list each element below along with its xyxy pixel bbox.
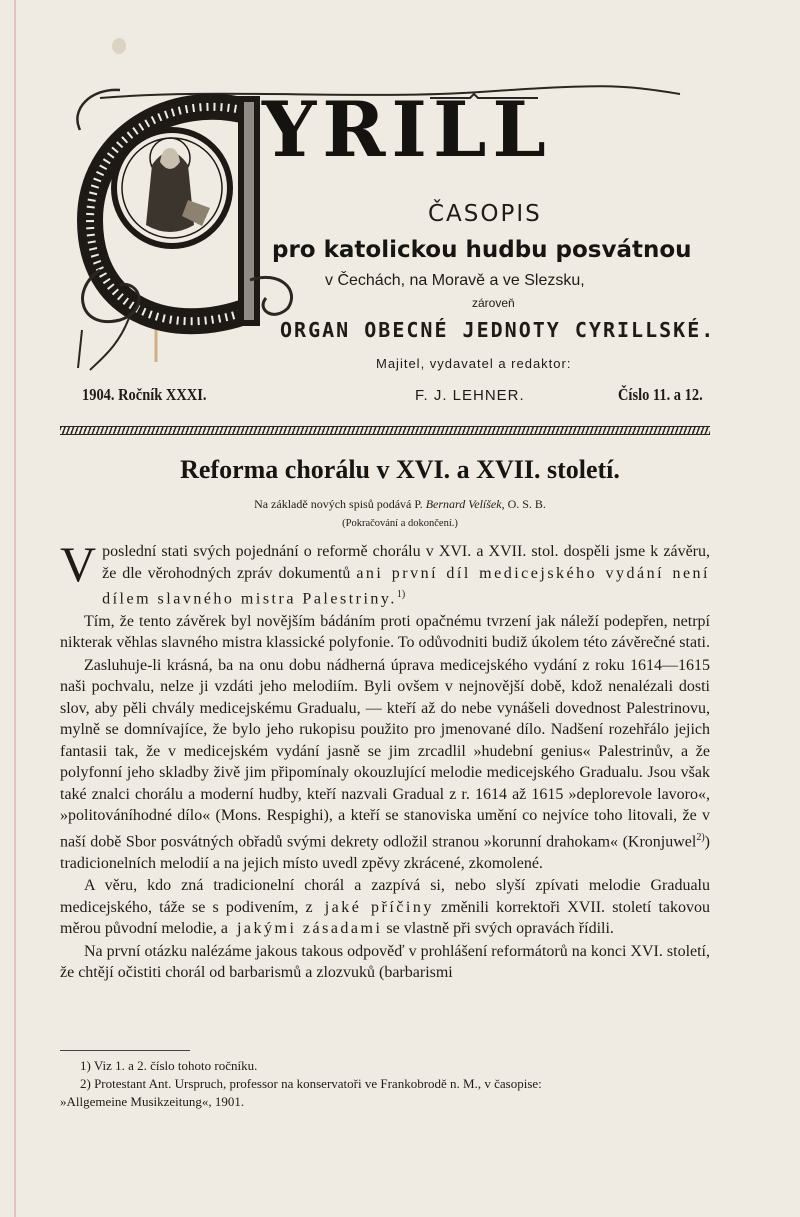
footnote-1: 1) Viz 1. a 2. číslo tohoto ročníku. [80, 1058, 258, 1073]
paragraph-3 [60, 655, 710, 874]
footnotes [60, 1057, 720, 1111]
issue-number: Číslo 11. a 12. [618, 385, 703, 404]
masthead-owner-label: Majitel, vydavatel a redaktor: [376, 356, 572, 371]
page-edge-line [14, 0, 16, 1217]
p4-spaced-2: a jakými zásadami [220, 920, 383, 938]
paragraph-4 [60, 875, 710, 940]
footnote-ref-2: 2) [696, 831, 705, 843]
masthead-casopis: ČASOPIS [428, 201, 542, 227]
paper-stain [112, 38, 126, 54]
editor-name: F. J. LEHNER. [415, 387, 525, 404]
p4-text: A věru, kdo zná tradicionelní chorál a zazpívá si, nebo slyší zpívati melodie Gradualu medicejského, táže se s podivením, [60, 877, 710, 916]
p4-spaced-1: z jaké příčiny [305, 898, 434, 916]
article-title: Reforma chorálu v XVI. a XVII. století. [180, 455, 620, 484]
byline-suffix: O. S. B. [507, 497, 546, 511]
masthead-divider [60, 426, 710, 435]
p1-spaced-text: ani první díl medicejského vydání není dílem slavného mistra Palestriny. [102, 564, 710, 608]
p1-text: poslední stati svých pojednání o reformě chorálu v XVI. a XVII. stol. dospěli jsme k závěru, že dle věrohodných zpráv dokumentů [102, 543, 710, 582]
paragraph-1 [60, 536, 710, 610]
p4-text-mid: změnili korrektoři XVII. století takovou měrou původní melodie, [60, 898, 711, 938]
article-continued-note: (Pokračování a dokončení.) [342, 518, 458, 529]
drop-cap: V [60, 536, 97, 592]
article-byline [0, 497, 800, 512]
year-volume: 1904. Ročník XXXI. [82, 385, 207, 404]
masthead-organ: ORGAN OBECNÉ JEDNOTY CYRILLSKÉ. [280, 318, 716, 342]
paragraph-2: Tím, že tento závěrek byl novějším bádáním proti opačnému tvrzení jak náleží podepřen, netrpí nikterak věhlas slavného mistra klassické polyfonie. To odůvodniti budiž úkolem této závěrečné stati. [60, 612, 710, 652]
p3-text-end: ) tradicionelních melodií a na jejich místo uvedl zpěvy zkrácené, zkomolené. [60, 833, 710, 872]
article-body [60, 536, 711, 984]
masthead-title: YRILL [262, 85, 552, 174]
paragraph-5: Na první otázku nalézáme jakous takous odpověď v prohlášení reformátorů na konci XVI. století, že chtějí očistiti chorál od barbarismů a zlozvuků (barbarismi [60, 942, 710, 982]
byline-prefix: Na základě nových spisů podává P. [254, 497, 423, 511]
byline-author: Bernard Velíšek, [425, 497, 505, 511]
footnote-2-continued: »Allgemeine Musikzeitung«, 1901. [60, 1094, 245, 1109]
masthead-zaroven: zároveň [472, 296, 515, 310]
p4-text-end: se vlastně při svých opravách řídili. [386, 920, 614, 938]
footnote-2: 2) Protestant Ant. Urspruch, professor na konservatoři ve Frankobrodě n. M., v časopise: [80, 1076, 542, 1091]
footnote-divider [60, 1050, 190, 1051]
masthead-subtitle: pro katolickou hudbu posvátnou [272, 237, 692, 263]
footnote-ref-1: 1) [396, 589, 406, 600]
masthead-region: v Čechách, na Moravě a ve Slezsku, [325, 272, 585, 289]
p3-text: Zasluhuje-li krásná, ba na onu dobu nádherná úprava medicejského vydání z roku 1614—1615 naši pochvalu, nelze ji vzdáti jeho melodiím. Byli ovšem v nejnovější době, kdož nenalézali dosti slov, aby pěli chvály medicejskému Gradualu, — kteří až do nebe vynášeli dovednost Palestrinovu, mylně se domnívajíce, že bylo jeho rukopisu použito pro jmenované dílo. Nadšení rozehřálo jejich fantasii tak, že v medicejském vydání jasně se jim zrcadlil »hudební genius« Palestrinův, a že polyfonní jeho skladby živě jim připomínaly okouzlující melodie medicejského Gradualu. Jsou však také znalci chorálu a moderní hudby, kteří nazvali Gradual z r. 1614 až 1615 »deplorevole lavoro«, »politováníhodné dílo« (Mons. Respighi), a kteří se stanoviska umění co nejvíce toho litovali, že v naší době Sbor posvátných obřadů svými dekrety odložil stranou »korunní drahokam« (Kronjuwel [60, 656, 710, 851]
